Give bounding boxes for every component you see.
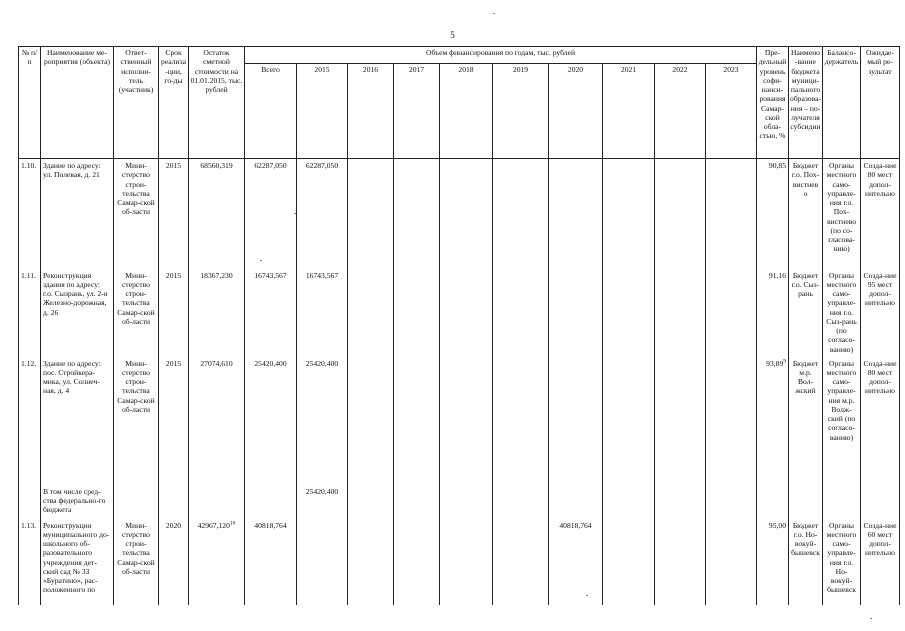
cell-balance: [189, 485, 245, 519]
financing-table: [18, 46, 900, 605]
cell-year-value: [348, 269, 394, 357]
scan-speck: [870, 618, 872, 619]
cell-name: Реконструкция муниципального до-школьного об-разовательного учреждения дет-ский сад № 33 «Буратино», рас-положенного по: [41, 519, 114, 605]
header-executor: Ответ-ственный исполни-тель (участник): [114, 47, 159, 159]
cell-no: [19, 485, 41, 519]
cell-year-value: [440, 485, 493, 519]
cell-name: Здание по адресу: пос. Стройкера-мика, ул. Солнеч-ная, д. 4: [41, 357, 114, 485]
cell-name: Здание по адресу: ул. Полевая, д. 21: [41, 159, 114, 269]
cell-holder: Органы местного само-управле-ния г.о. Но-вокуй-бышевск: [823, 519, 861, 605]
header-no: № п/п: [19, 47, 41, 159]
cell-year-value: [394, 269, 440, 357]
cell-year-value: [706, 519, 757, 605]
cell-total: 25420,400: [245, 357, 297, 485]
cell-year-value: [297, 519, 348, 605]
table-row: [19, 159, 900, 269]
cell-year-value: 62287,050: [297, 159, 348, 269]
cell-year-value: [348, 159, 394, 269]
header-year: 2021: [603, 64, 655, 159]
cell-year-value: [706, 159, 757, 269]
cell-recipient: Бюджет м.р. Вол-жский: [789, 357, 823, 485]
cell-term: 2015: [159, 357, 189, 485]
cell-year-value: [655, 357, 706, 485]
cell-total: 62287,050: [245, 159, 297, 269]
cell-year-value: [394, 357, 440, 485]
cell-year-value: [706, 357, 757, 485]
footnote-ref: 10: [229, 519, 236, 526]
page-number: 5: [450, 30, 455, 40]
header-year: 2015: [297, 64, 348, 159]
header-year: 2022: [655, 64, 706, 159]
cell-year-value: [394, 485, 440, 519]
header-year: 2023: [706, 64, 757, 159]
header-year: 2020: [549, 64, 603, 159]
cell-year-value: [655, 159, 706, 269]
cell-year-value: [493, 159, 549, 269]
cell-result: Созда-ние 80 мест допол-нительно: [861, 357, 900, 485]
cell-year-value: [549, 269, 603, 357]
cell-year-value: [603, 269, 655, 357]
cell-holder: Органы местного само-управле-ния м.р. Волж-ский (по согласо-ванию): [823, 357, 861, 485]
header-holder: Балансо-держатель: [823, 47, 861, 159]
cell-year-value: [440, 269, 493, 357]
cell-year-value: [603, 485, 655, 519]
cell-term: 2020: [159, 519, 189, 605]
cell-year-value: [655, 485, 706, 519]
cell-year-value: [549, 159, 603, 269]
table-row: [19, 485, 900, 519]
cell-holder: Органы местного само-управле-ния г.о. Пох-вистнево (по со-гласова-нию): [823, 159, 861, 269]
cell-no: 1.12.: [19, 357, 41, 485]
cell-year-value: 16743,567: [297, 269, 348, 357]
header-balance: Остаток сметной стоимости на 01.01.2015, тыс. рублей: [189, 47, 245, 159]
cell-year-value: [493, 485, 549, 519]
cell-year-value: 25420,400: [297, 485, 348, 519]
table-row: [19, 519, 900, 605]
header-year: 2018: [440, 64, 493, 159]
cell-year-value: [603, 159, 655, 269]
cell-holder: [823, 485, 861, 519]
cell-cofinancing: 90,85: [757, 159, 789, 269]
cell-total: 16743,567: [245, 269, 297, 357]
cell-year-value: [394, 519, 440, 605]
header-result: Ожидае-мый ре-зультат: [861, 47, 900, 159]
cell-term: 2015: [159, 269, 189, 357]
scan-speck: [260, 260, 262, 261]
cell-year-value: [706, 485, 757, 519]
cell-name: Реконструкция здания по адресу: г.о. Сызрань, ул. 2-я Железно-дорожная, д. 26: [41, 269, 114, 357]
cell-year-value: [348, 519, 394, 605]
table-row: [19, 357, 900, 485]
cell-year-value: [603, 357, 655, 485]
cell-total: 40818,764: [245, 519, 297, 605]
cell-result: Созда-ние 60 мест допол-нительно: [861, 519, 900, 605]
scan-speck: [586, 595, 588, 596]
cell-executor: Мини-стерство строи-тельства Самар-ской об-ласти: [114, 269, 159, 357]
cell-year-value: [655, 519, 706, 605]
cell-term: [159, 485, 189, 519]
cell-balance: 42967,120$^{10}$: [189, 519, 245, 605]
cell-recipient: Бюджет г.о. Но-вокуй-бышевск: [789, 519, 823, 605]
cell-cofinancing: 93,89$^9$: [757, 357, 789, 485]
cell-year-value: 40818,764: [549, 519, 603, 605]
cell-cofinancing: 91,16: [757, 269, 789, 357]
cell-result: Созда-ние 95 мест допол-нительно: [861, 269, 900, 357]
cell-cofinancing: 95,00: [757, 519, 789, 605]
header-term: Срок реализа-ции, го-ды: [159, 47, 189, 159]
cell-year-value: [394, 159, 440, 269]
cell-year-value: [706, 269, 757, 357]
cell-result: [861, 485, 900, 519]
scan-speck: [294, 213, 296, 214]
cell-year-value: [493, 519, 549, 605]
header-total: Всего: [245, 64, 297, 159]
cell-year-value: [348, 357, 394, 485]
cell-balance: 27074,610: [189, 357, 245, 485]
cell-no: 1.11.: [19, 269, 41, 357]
cell-no: 1.13.: [19, 519, 41, 605]
cell-year-value: [348, 485, 394, 519]
cell-cofinancing: [757, 485, 789, 519]
cell-no: 1.10.: [19, 159, 41, 269]
cell-executor: Мини-стерство строи-тельства Самар-ской об-ласти: [114, 519, 159, 605]
cell-executor: Мини-стерство строи-тельства Самар-ской об-ласти: [114, 357, 159, 485]
cell-result: Созда-ние 80 мест допол-нительно: [861, 159, 900, 269]
cell-year-value: [440, 519, 493, 605]
header-name: Наименование ме-роприятия (объекта): [41, 47, 114, 159]
cell-year-value: [440, 357, 493, 485]
header-year: 2017: [394, 64, 440, 159]
cell-executor: [114, 485, 159, 519]
cell-year-value: [655, 269, 706, 357]
header-funding: Объем финансирования по годам, тыс. рублей: [245, 47, 757, 64]
header-year: 2016: [348, 64, 394, 159]
header-cofinancing: Пре-дельный уровень софи-нанси-рования Самар-ской обла-стью, %: [757, 47, 789, 159]
table-row: [19, 269, 900, 357]
cell-total: [245, 485, 297, 519]
cell-holder: Органы местного само-управле-ния г.о. Сыз-рань (по согласо-ванию): [823, 269, 861, 357]
cell-year-value: [603, 519, 655, 605]
cell-recipient: Бюджет г.о. Сыз-рань: [789, 269, 823, 357]
header-year: 2019: [493, 64, 549, 159]
cell-balance: 68560,319: [189, 159, 245, 269]
cell-year-value: 25420,400: [297, 357, 348, 485]
cell-name: В том числе сред-ства федерально-го бюджета: [41, 485, 114, 519]
cell-year-value: [493, 269, 549, 357]
cell-executor: Мини-стерство строи-тельства Самар-ской об-ласти: [114, 159, 159, 269]
cell-balance: 18367,230: [189, 269, 245, 357]
cell-recipient: [789, 485, 823, 519]
cell-year-value: [549, 357, 603, 485]
cell-year-value: [493, 357, 549, 485]
cell-recipient: Бюджет г.о. Пох-вистнево: [789, 159, 823, 269]
cell-year-value: [549, 485, 603, 519]
cell-term: 2015: [159, 159, 189, 269]
scan-speck: [493, 13, 495, 14]
header-recipient: Наимено-вание бюджета муници-пального образова-ния – по-лучателя субсидии: [789, 47, 823, 159]
footnote-ref: 9: [783, 357, 786, 364]
cell-year-value: [440, 159, 493, 269]
